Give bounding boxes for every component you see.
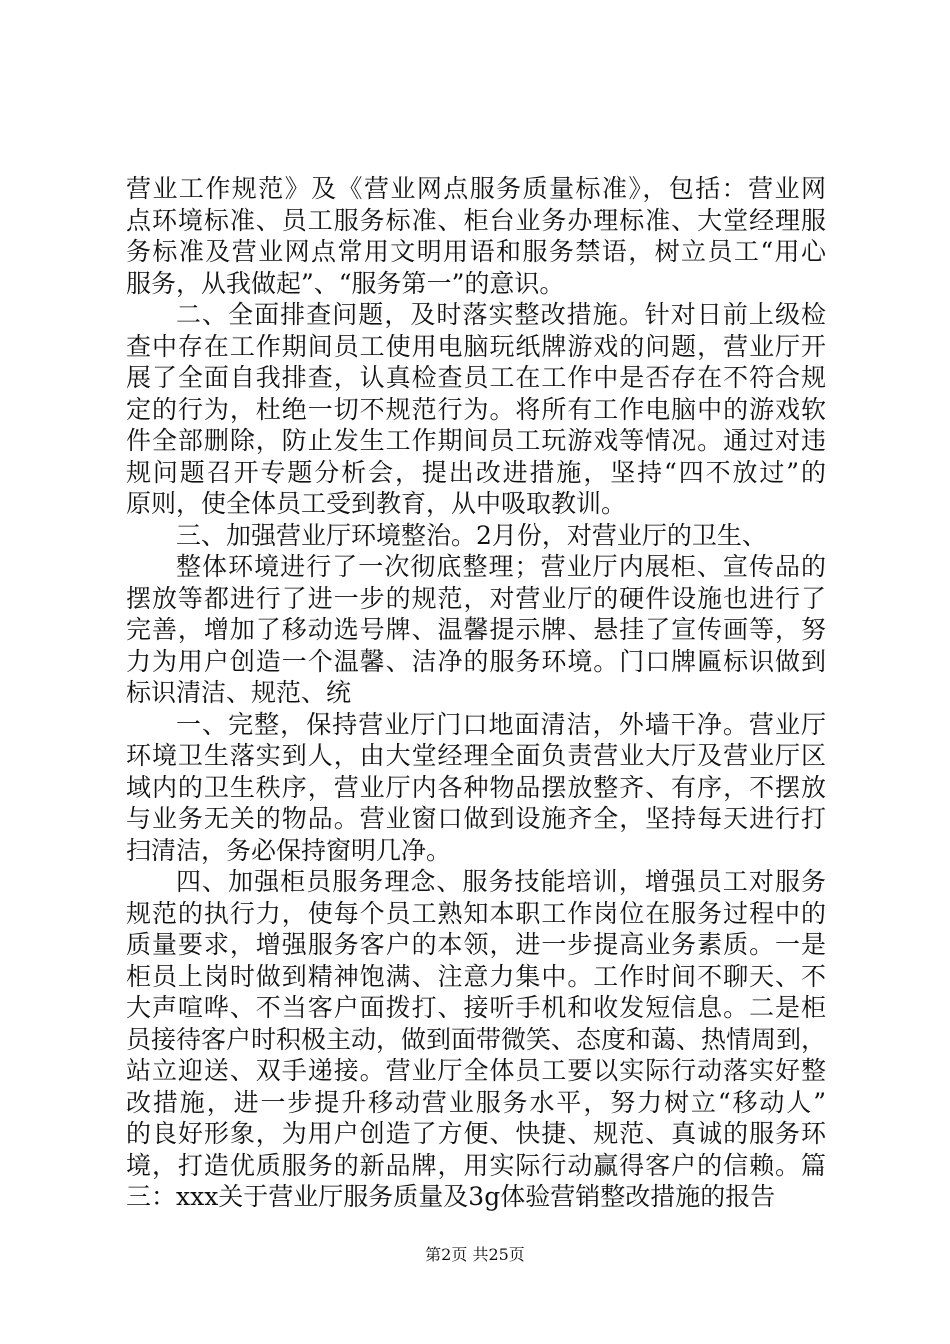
text-line: 完善，增加了移动选号牌、温馨提示牌、悬挂了宣传画等，努 bbox=[126, 615, 826, 644]
text-line: 标识清洁、规范、统 bbox=[126, 678, 352, 707]
text-line: 件全部删除，防止发生工作期间员工玩游戏等情况。通过对违 bbox=[126, 426, 826, 455]
text-line: 规范的执行力，使每个员工熟知本职工作岗位在服务过程中的 bbox=[126, 898, 826, 928]
text-line: 柜员上岗时做到精神饱满、注意力集中。工作时间不聊天、不 bbox=[126, 961, 826, 991]
text-line: 原则，使全体员工受到教育，从中吸取教训。 bbox=[126, 489, 627, 518]
page-number-footer: 第2页 共25页 bbox=[425, 1245, 525, 1264]
text-line: 展了全面自我排查，认真检查员工在工作中是否存在不符合规 bbox=[126, 363, 826, 392]
text-line: 扫清洁，务必保持窗明几净。 bbox=[126, 835, 452, 865]
text-line: 定的行为，杜绝一切不规范行为。将所有工作电脑中的游戏软 bbox=[126, 394, 826, 424]
text-line: 营业工作规范》及《营业网点服务质量标准》，包括：营业网 bbox=[126, 174, 826, 203]
text-line: 站立迎送、双手递接。营业厅全体员工要以实际行动落实好整 bbox=[126, 1056, 826, 1085]
text-line: 规问题召开专题分析会，提出改进措施，坚持“四不放过”的 bbox=[126, 457, 826, 487]
text-line: 员接待客户时积极主动，做到面带微笑、态度和蔼、热情周到， bbox=[126, 1024, 827, 1054]
document-body bbox=[126, 173, 826, 1213]
text-line: 点环境标准、员工服务标准、柜台业务办理标准、大堂经理服 bbox=[126, 205, 826, 235]
text-line: 一、完整，保持营业厅门口地面清洁，外墙干净。营业厅 bbox=[176, 709, 826, 739]
text-line: 力为用户创造一个温馨、洁净的服务环境。门口牌匾标识做到 bbox=[126, 646, 826, 676]
text-line: 查中存在工作期间员工使用电脑玩纸牌游戏的问题，营业厅开 bbox=[126, 331, 826, 361]
text-line: 的良好形象，为用户创造了方便、快捷、规范、真诚的服务环 bbox=[126, 1119, 826, 1148]
text-line: 二、全面排查问题，及时落实整改措施。针对日前上级检 bbox=[176, 300, 826, 329]
text-line: 改措施，进一步提升移动营业服务水平，努力树立“移动人” bbox=[126, 1087, 826, 1117]
text-line: 环境卫生落实到人，由大堂经理全面负责营业大厅及营业厅区 bbox=[126, 741, 826, 770]
text-line: 大声喧哗、不当客户面拨打、接听手机和收发短信息。二是柜 bbox=[126, 993, 826, 1022]
text-line: 四、加强柜员服务理念、服务技能培训，增强员工对服务 bbox=[176, 867, 826, 896]
text-line: 域内的卫生秩序，营业厅内各种物品摆放整齐、有序，不摆放 bbox=[126, 772, 826, 802]
text-line: 质量要求，增强服务客户的本领，进一步提高业务素质。一是 bbox=[126, 930, 826, 959]
text-line: 境，打造优质服务的新品牌，用实际行动赢得客户的信赖。篇 bbox=[126, 1150, 826, 1180]
text-line: 三：xxx关于营业厅服务质量及3g体验营销整改措施的报告 bbox=[126, 1182, 776, 1211]
text-line: 服务，从我做起”、“服务第一”的意识。 bbox=[126, 268, 565, 298]
text-line: 整体环境进行了一次彻底整理；营业厅内展柜、宣传品的 bbox=[176, 552, 826, 581]
text-line: 三、加强营业厅环境整治。2月份，对营业厅的卫生、 bbox=[176, 520, 767, 550]
text-line: 摆放等都进行了进一步的规范，对营业厅的硬件设施也进行了 bbox=[126, 583, 826, 613]
text-line: 务标准及营业网点常用文明用语和服务禁语，树立员工“用心 bbox=[126, 237, 826, 266]
text-line: 与业务无关的物品。营业窗口做到设施齐全，坚持每天进行打 bbox=[126, 804, 826, 833]
